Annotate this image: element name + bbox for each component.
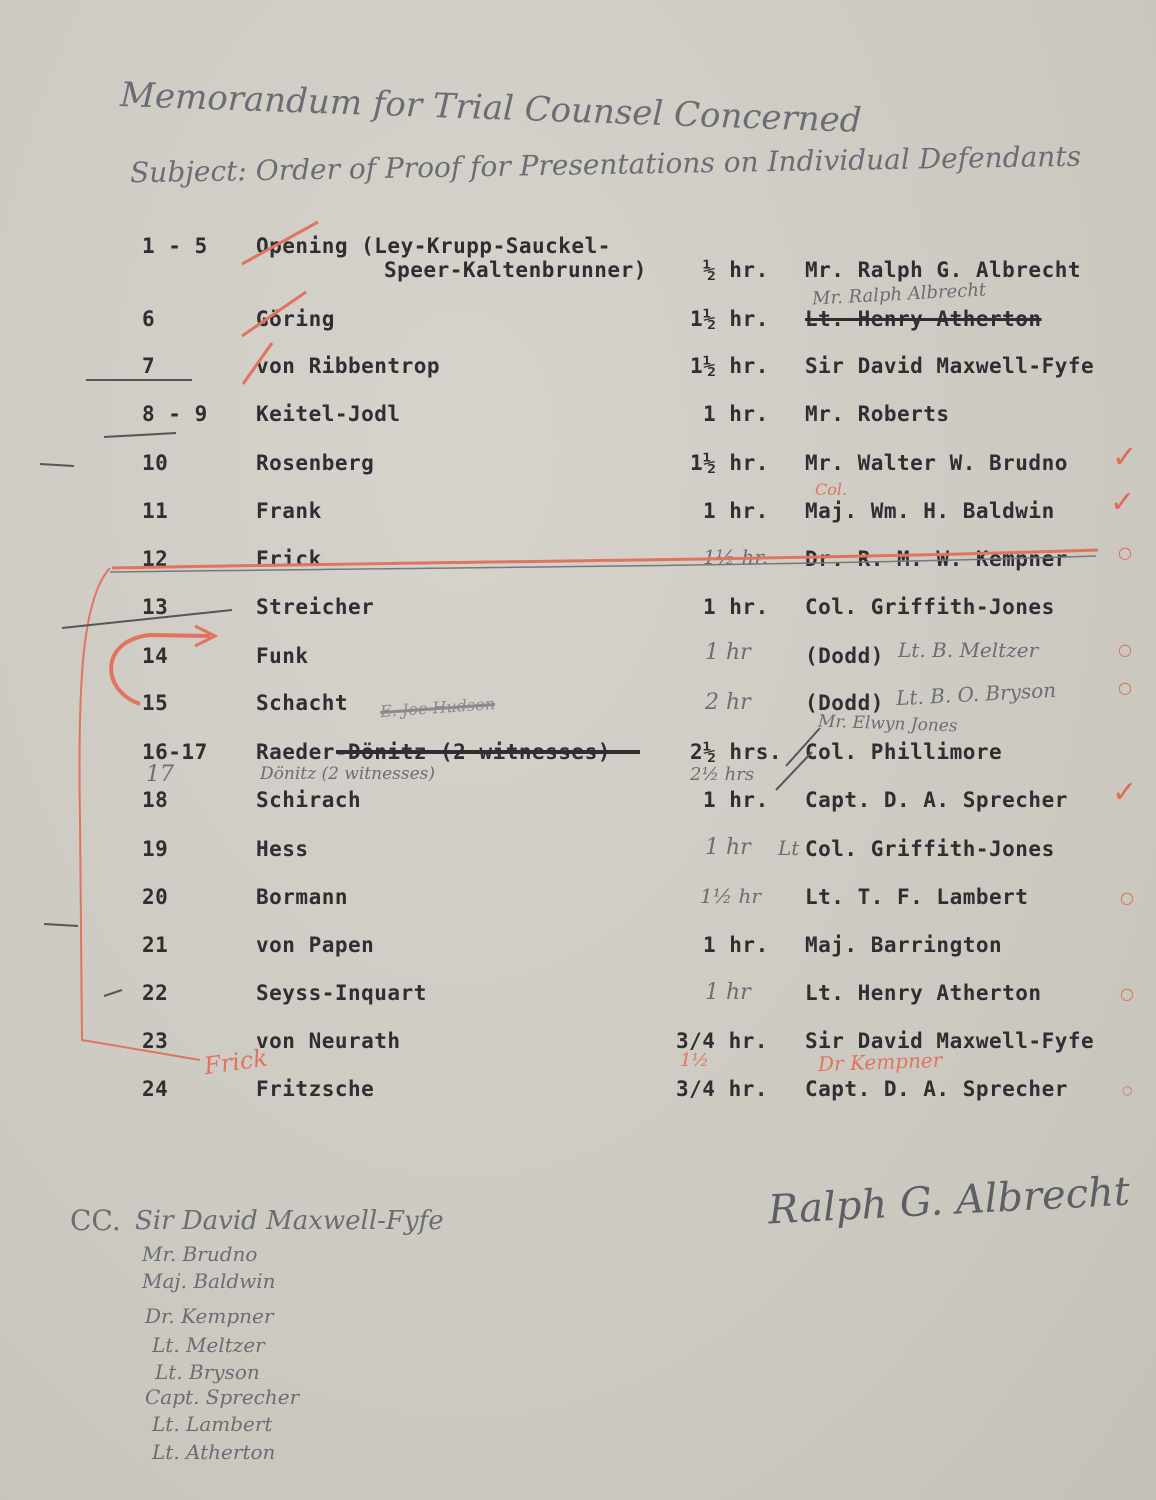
trial-counsel: Mr. Ralph G. Albrecht <box>805 258 1082 282</box>
time-allotted: 2½ hrs. <box>690 740 783 764</box>
trial-counsel: Capt. D. A. Sprecher <box>805 1077 1068 1101</box>
check-mark: ✓ <box>1112 775 1138 810</box>
circle-mark: ○ <box>1118 640 1132 659</box>
annotation-row17-time: 2½ hrs <box>690 764 755 785</box>
annotation-col: Col. <box>815 480 848 499</box>
row-number: 8 - 9 <box>142 402 208 426</box>
time-allotted: 3/4 hr. <box>676 1077 769 1101</box>
defendant-name: Hess <box>256 837 309 861</box>
margin-tick <box>40 464 74 466</box>
trial-counsel: Maj. Wm. H. Baldwin <box>805 499 1055 523</box>
trial-counsel: Col. Griffith-Jones <box>805 595 1055 619</box>
annotation-donitz: Dönitz (2 witnesses) <box>260 764 435 784</box>
row-number: 18 <box>142 788 169 812</box>
defendant-name: Streicher <box>256 595 375 619</box>
trial-counsel: Capt. D. A. Sprecher <box>805 788 1068 812</box>
row-number: 24 <box>142 1077 169 1101</box>
move-frick-arrow <box>79 568 200 1060</box>
cc-item: Mr. Brudno <box>142 1242 258 1266</box>
row-number: 15 <box>142 691 169 715</box>
signature: Ralph G. Albrecht <box>767 1168 1131 1234</box>
time-allotted: 1 hr. <box>703 788 769 812</box>
trial-counsel: Mr. Walter W. Brudno <box>805 451 1068 475</box>
trial-counsel: Mr. Roberts <box>805 402 950 426</box>
circle-mark: ○ <box>1118 543 1132 562</box>
cc-item: Capt. Sprecher <box>145 1385 300 1409</box>
pencil-underline <box>104 433 176 437</box>
annotation-frick-time: 1½ <box>680 1050 709 1071</box>
time-allotted: 1½ hr. <box>690 354 769 378</box>
annotation-frick-moved: Frick <box>202 1043 270 1081</box>
trial-counsel: Sir David Maxwell-Fyfe <box>805 1029 1095 1053</box>
defendant-name: Frank <box>256 499 322 523</box>
time-allotted: 1½ hr <box>700 884 761 908</box>
row-number: 16-17 <box>142 740 208 764</box>
defendant-name: Schirach <box>256 788 362 812</box>
defendant-name: von Papen <box>256 933 375 957</box>
trial-counsel: Lt. T. F. Lambert <box>805 885 1029 909</box>
row-number: 19 <box>142 837 169 861</box>
time-allotted: 1 hr <box>705 640 751 665</box>
row-number: 23 <box>142 1029 169 1053</box>
swap-arrow-head <box>195 626 215 646</box>
cc-item: Lt. Bryson <box>155 1360 260 1384</box>
time-allotted: 1½ hr. <box>690 451 769 475</box>
circle-mark: ○ <box>1120 984 1134 1003</box>
annotation-struck-names: E. Joe Hudson <box>379 694 496 721</box>
defendant-name: Seyss-Inquart <box>256 981 427 1005</box>
trial-counsel: Maj. Barrington <box>805 933 1003 957</box>
time-allotted: 1 hr. <box>703 499 769 523</box>
annotation-albrecht: Mr. Ralph Albrecht <box>811 279 987 310</box>
cc-first: Sir David Maxwell-Fyfe <box>135 1206 444 1236</box>
annotation-elwyn-jones: Mr. Elwyn Jones <box>817 711 958 737</box>
time-allotted: 1 hr. <box>703 933 769 957</box>
row-number: 21 <box>142 933 169 957</box>
defendant-name: Raeder-Dönitz (2 witnesses) <box>256 740 611 764</box>
time-allotted: 1 hr <box>705 835 751 860</box>
defendant-name: Schacht <box>256 691 349 715</box>
defendant-name: von Neurath <box>256 1029 401 1053</box>
row-number: 1 - 5 <box>142 234 208 258</box>
annotation-meltzer: Lt. B. Meltzer <box>898 638 1039 662</box>
annotation-lt: Lt <box>778 836 800 860</box>
annotation-row17-num: 17 <box>146 762 174 787</box>
row-number: 10 <box>142 451 169 475</box>
check-mark: ✓ <box>1112 440 1138 475</box>
row-number: 7 <box>142 354 156 378</box>
margin-tick <box>104 990 122 996</box>
trial-counsel: (Dodd) <box>805 691 884 715</box>
row-number: 20 <box>142 885 169 909</box>
row-number: 13 <box>142 595 169 619</box>
defendant-name: Göring <box>256 307 335 331</box>
defendant-name: Bormann <box>256 885 349 909</box>
circle-mark: ○ <box>1120 888 1134 907</box>
time-allotted: 1 hr. <box>703 595 769 619</box>
row-number: 12 <box>142 547 169 571</box>
cc-item: Lt. Meltzer <box>152 1333 265 1357</box>
defendant-name: Keitel-Jodl <box>256 402 401 426</box>
row-number: 6 <box>142 307 156 331</box>
defendant-name: Funk <box>256 644 309 668</box>
cc-item: Dr. Kempner <box>145 1304 274 1328</box>
defendant-name: Rosenberg <box>256 451 375 475</box>
defendant-name-continued: Speer-Kaltenbrunner) <box>384 258 647 282</box>
margin-tick <box>44 924 78 926</box>
defendant-name: Opening (Ley-Krupp-Sauckel- <box>256 234 611 258</box>
time-allotted: 1 hr <box>705 980 751 1005</box>
annotation-bryson: Lt. B. O. Bryson <box>895 677 1057 711</box>
cc-label: CC. <box>70 1204 121 1237</box>
circle-mark: ○ <box>1122 1083 1133 1097</box>
row-number: 22 <box>142 981 169 1005</box>
trial-counsel-struck: Lt. Henry Atherton <box>805 307 1042 331</box>
row-number: 11 <box>142 499 169 523</box>
defendant-name: Fritzsche <box>256 1077 375 1101</box>
row-number: 14 <box>142 644 169 668</box>
circle-mark: ○ <box>1118 678 1132 697</box>
time-allotted: ½ hr. <box>703 258 769 282</box>
cc-item: Maj. Baldwin <box>142 1269 276 1293</box>
check-mark: ✓ <box>1110 485 1136 520</box>
trial-counsel: Col. Phillimore <box>805 740 1003 764</box>
time-allotted: 1 hr. <box>703 402 769 426</box>
cc-item: Lt. Lambert <box>152 1412 273 1436</box>
defendant-name: von Ribbentrop <box>256 354 441 378</box>
trial-counsel: Dr. R. M. W. Kempner <box>805 547 1068 571</box>
trial-counsel: (Dodd) <box>805 644 884 668</box>
trial-counsel: Col. Griffith-Jones <box>805 837 1055 861</box>
trial-counsel: Sir David Maxwell-Fyfe <box>805 354 1095 378</box>
time-allotted: 2 hr <box>705 690 751 715</box>
annotation-frick-counsel: Dr Kempner <box>817 1047 943 1077</box>
memo-heading-line2: Subject: Order of Proof for Presentations on Individual Defendants <box>129 139 1082 190</box>
time-allotted: 1½ hr. <box>703 545 769 569</box>
trial-counsel: Lt. Henry Atherton <box>805 981 1042 1005</box>
cc-item: Lt. Atherton <box>152 1440 276 1464</box>
time-allotted: 3/4 hr. <box>676 1029 769 1053</box>
time-allotted: 1½ hr. <box>690 307 769 331</box>
memo-heading-line1: Memorandum for Trial Counsel Concerned <box>119 75 863 141</box>
defendant-name: Frick <box>256 547 322 571</box>
